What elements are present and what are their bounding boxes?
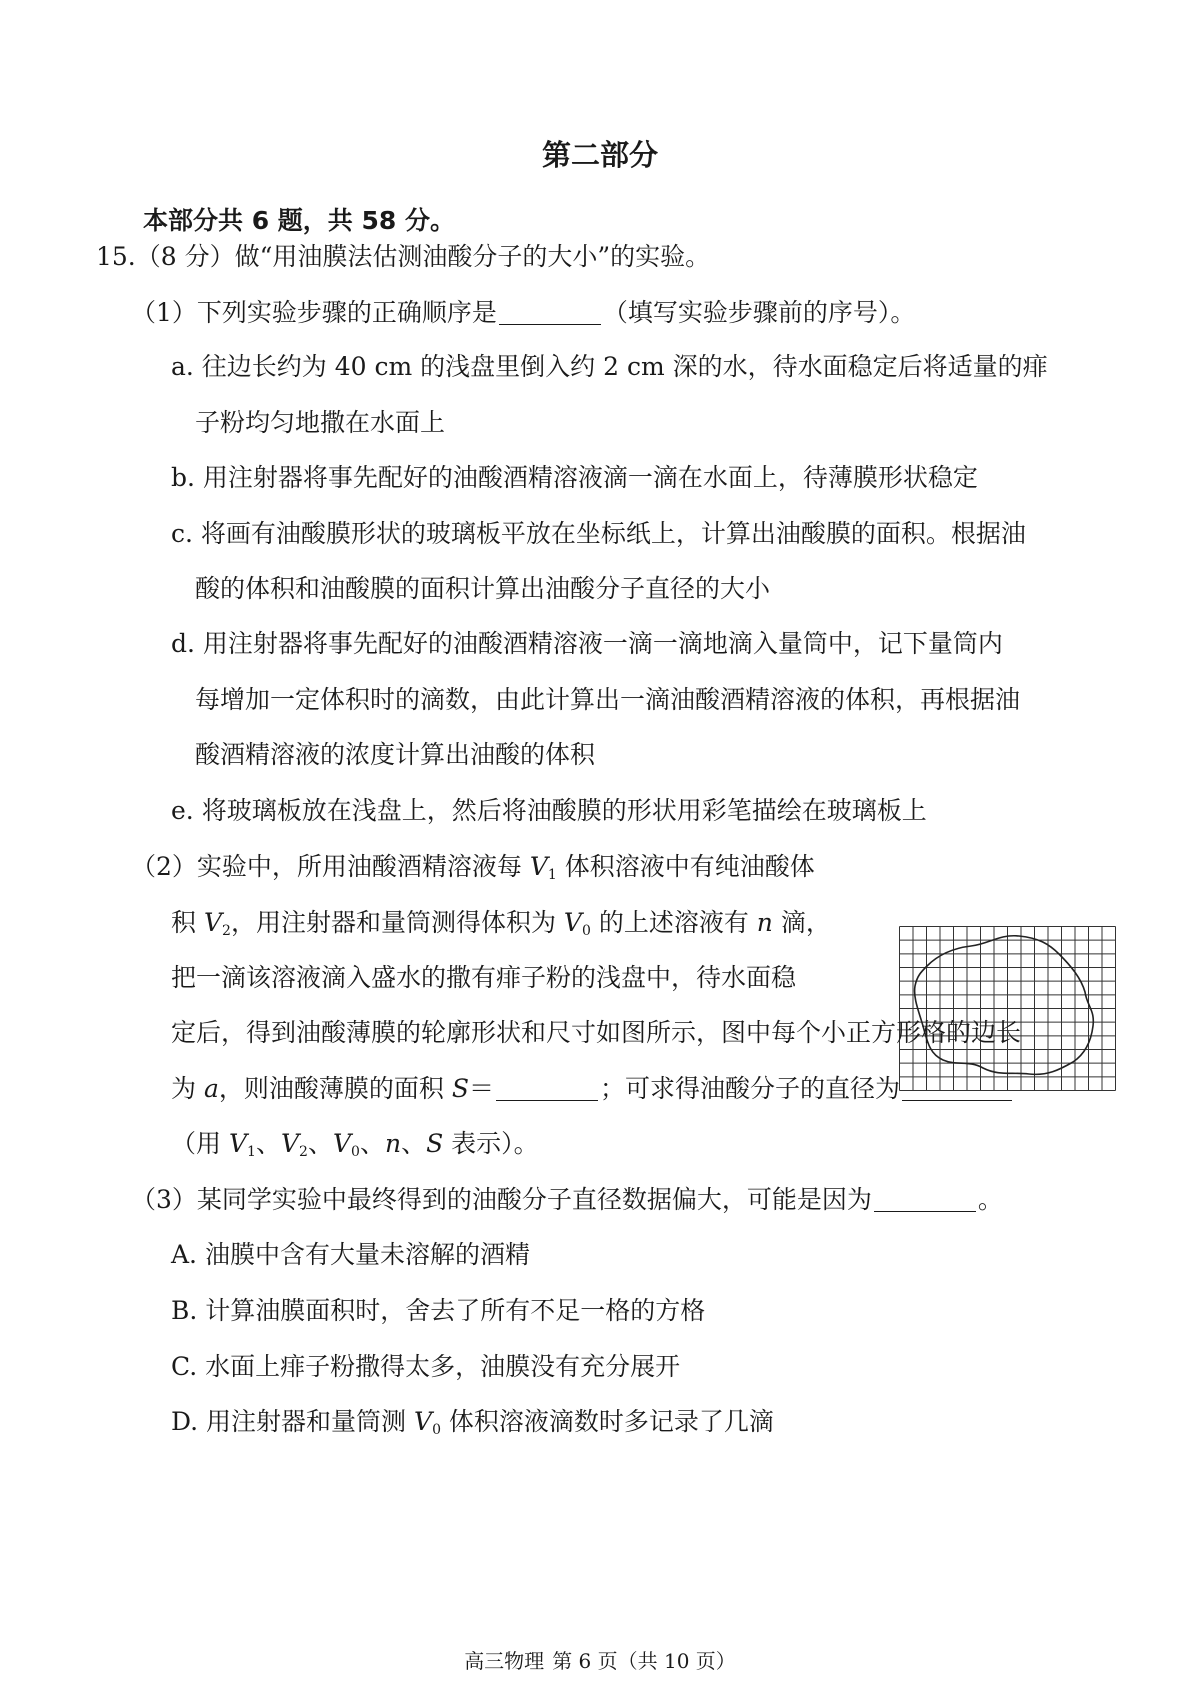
sub-question-1 (131, 296, 915, 330)
option-d-text: 体积溶液滴数时多记录了几滴 (440, 1407, 774, 1436)
step-a-line-1: a. 往边长约为 40 cm 的浅盘里倒入约 2 cm 深的水，待水面稳定后将适量的痱 (171, 352, 1048, 381)
separator: 、 (307, 1129, 333, 1158)
symbol-v: V (563, 908, 582, 937)
symbol-s: S (451, 1074, 469, 1103)
sub2-line-5 (171, 1072, 1014, 1106)
subscript: 2 (222, 923, 231, 939)
sub1-prompt: （1）下列实验步骤的正确顺序是 (131, 298, 497, 327)
step-d-line-2: 每增加一定体积时的滴数，由此计算出一滴油酸酒精溶液的体积，再根据油 (195, 685, 1021, 714)
separator: 、 (255, 1129, 281, 1158)
part-intro: 本部分共 6 题，共 58 分。 (143, 206, 456, 235)
step-d-line-1: d. 用注射器将事先配好的油酸酒精溶液一滴一滴地滴入量筒中，记下量筒内 (171, 629, 1003, 658)
subscript: 1 (547, 867, 557, 883)
page-footer (0, 1648, 1200, 1674)
sub2-text: （2）实验中，所用油酸酒精溶液每 (131, 852, 530, 881)
sub2-line-1 (131, 850, 815, 884)
sub3-prompt: （3）某同学实验中最终得到的油酸分子直径数据偏大，可能是因为 (131, 1185, 872, 1214)
symbol-a: a (203, 1074, 219, 1103)
sub2-text: ，则油酸薄膜的面积 (218, 1074, 452, 1103)
subscript: 0 (581, 923, 591, 939)
separator: 、 (401, 1129, 427, 1158)
symbol-v: V (280, 1129, 300, 1158)
sub2-line-6 (171, 1127, 539, 1161)
step-d-line-3: 酸酒精溶液的浓度计算出油酸的体积 (195, 740, 596, 769)
sub2-text: 积 (171, 908, 204, 937)
step-b: b. 用注射器将事先配好的油酸酒精溶液滴一滴在水面上，待薄膜形状稳定 (171, 463, 978, 492)
sub1-prompt-tail: （填写实验步骤前的序号）。 (602, 298, 916, 327)
oil-film-outline (915, 936, 1094, 1075)
footer-page-number: 第 6 页（共 10 页） (552, 1649, 736, 1673)
symbol-v: V (414, 1407, 433, 1436)
answer-blank-area[interactable] (496, 1076, 598, 1101)
symbol-v: V (203, 908, 223, 937)
footer-subject: 高三物理 (464, 1649, 545, 1673)
sub2-text: 滴， (772, 908, 831, 937)
step-c-line-1: c. 将画有油酸膜形状的玻璃板平放在坐标纸上，计算出油酸膜的面积。根据油 (171, 519, 1026, 548)
sub2-text: 的上述溶液有 (590, 908, 757, 937)
sub2-text: 体积溶液中有纯油酸体 (556, 852, 815, 881)
sub2-text: ＝ (468, 1074, 494, 1103)
option-c: C. 水面上痱子粉撒得太多，油膜没有充分展开 (171, 1352, 681, 1381)
symbol-n: n (756, 908, 773, 937)
oil-film-grid-figure (899, 926, 1116, 1091)
sub2-line-3: 把一滴该溶液滴入盛水的撒有痱子粉的浅盘中，待水面稳 (171, 963, 797, 992)
option-d (171, 1405, 774, 1439)
answer-blank-3[interactable] (874, 1187, 976, 1212)
step-a-line-2: 子粉均匀地撒在水面上 (195, 408, 446, 437)
symbol-v: V (529, 852, 548, 881)
symbol-v: V (228, 1129, 248, 1158)
symbol-n: n (384, 1129, 402, 1158)
option-b: B. 计算油膜面积时，舍去了所有不足一格的方格 (171, 1296, 706, 1325)
symbol-s: S (426, 1129, 444, 1158)
answer-blank-diameter[interactable] (902, 1076, 1012, 1101)
subscript: 0 (351, 1144, 360, 1160)
symbol-v: V (332, 1129, 352, 1158)
step-e: e. 将玻璃板放在浅盘上，然后将油酸膜的形状用彩笔描绘在玻璃板上 (171, 796, 927, 825)
subscript: 2 (299, 1144, 308, 1160)
sub2-text: 为 (171, 1074, 204, 1103)
sub2-text: ，用注射器和量筒测得体积为 (230, 908, 564, 937)
separator: 、 (359, 1129, 385, 1158)
option-d-text: D. 用注射器和量筒测 (171, 1407, 414, 1436)
sub3-prompt-tail: 。 (977, 1185, 1003, 1214)
option-a: A. 油膜中含有大量未溶解的酒精 (171, 1240, 530, 1269)
part-title: 第二部分 (541, 138, 658, 172)
sub2-line-2 (171, 906, 831, 940)
step-c-line-2: 酸的体积和油酸膜的面积计算出油酸分子直径的大小 (195, 574, 771, 603)
sub-question-3 (131, 1183, 1003, 1217)
subscript: 1 (247, 1144, 256, 1160)
question-15-header: 15.（8 分）做“用油膜法估测油酸分子的大小”的实验。 (96, 242, 711, 271)
answer-blank-1[interactable] (499, 300, 601, 325)
sub2-line-4: 定后，得到油酸薄膜的轮廓形状和尺寸如图所示，图中每个小正方形格的边长 (171, 1018, 1022, 1047)
sub2-text: ；可求得油酸分子的直径为 (599, 1074, 900, 1103)
sub2-text: （用 (171, 1129, 229, 1158)
subscript: 0 (432, 1422, 441, 1438)
sub2-text: 表示）。 (443, 1129, 539, 1158)
